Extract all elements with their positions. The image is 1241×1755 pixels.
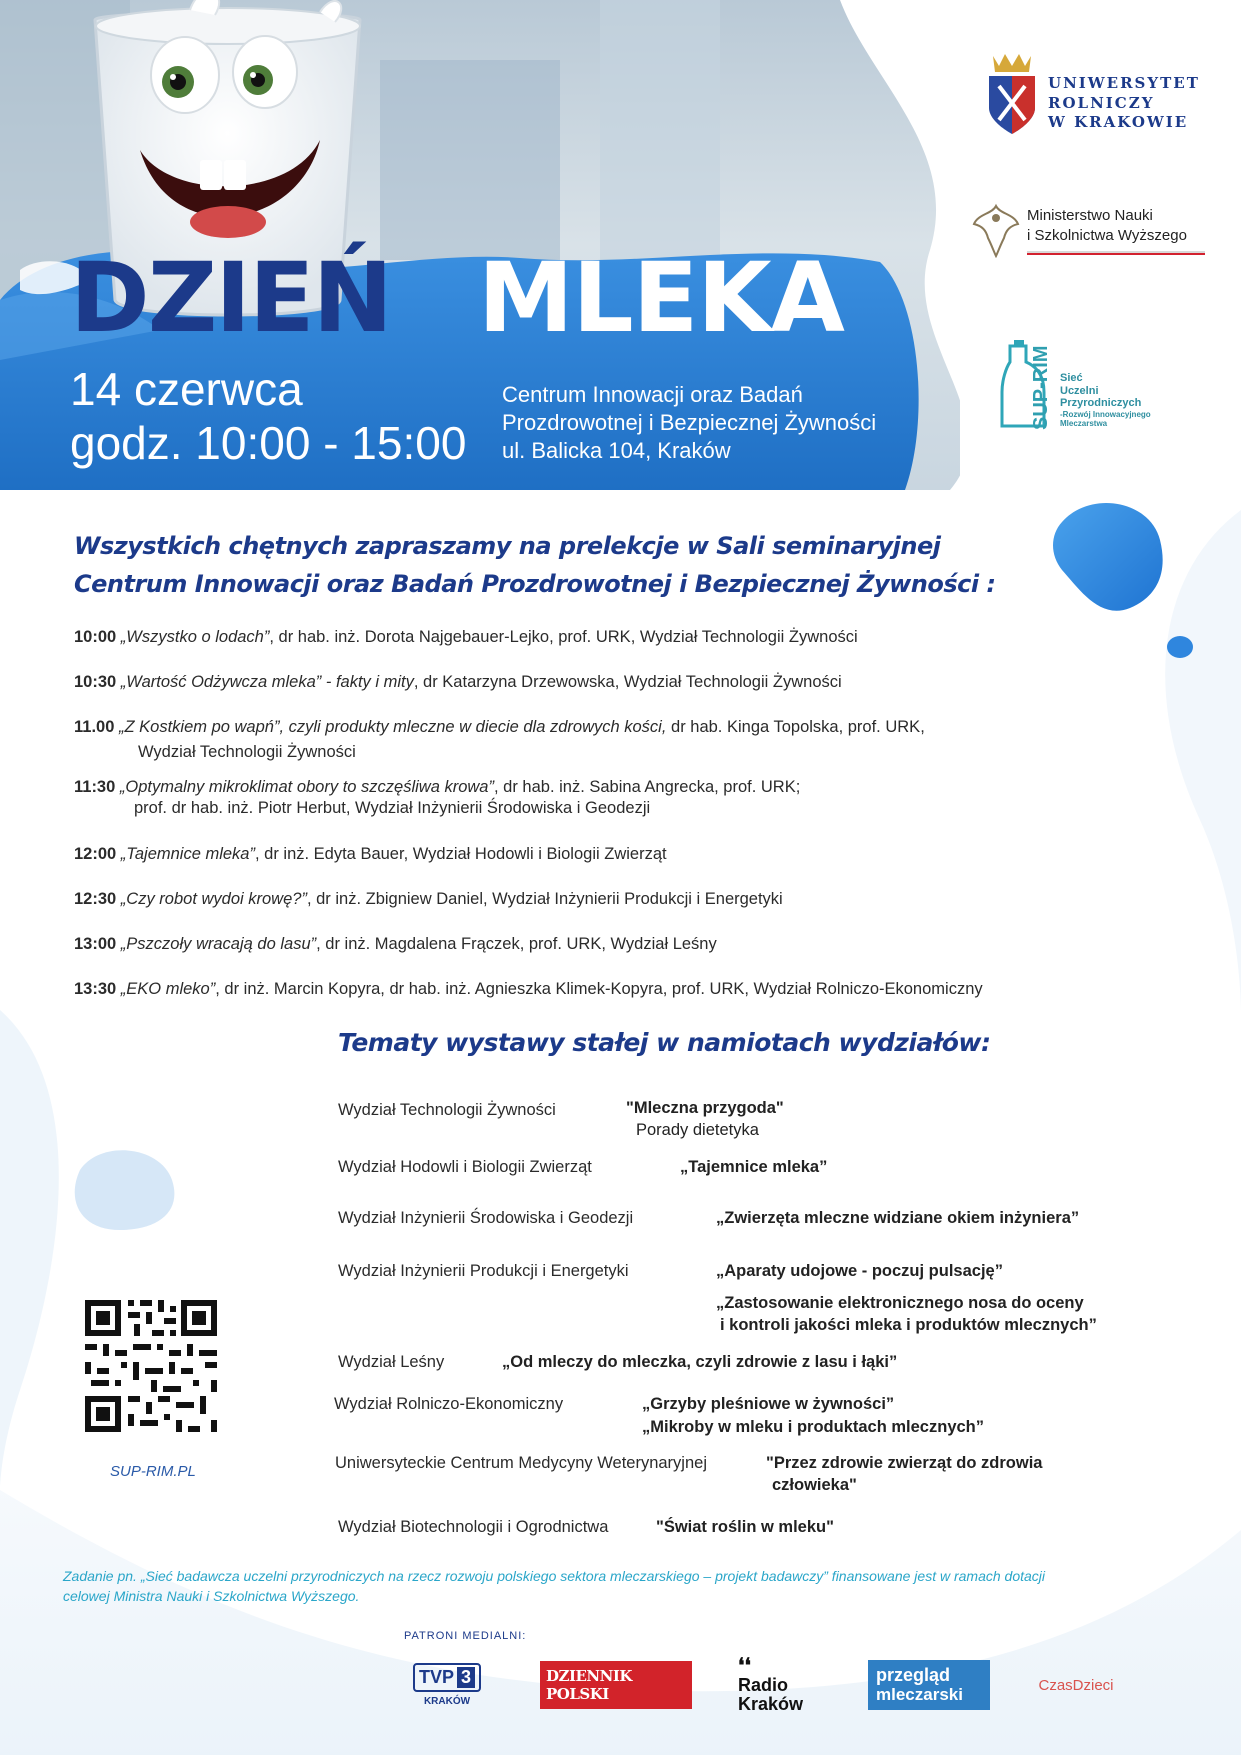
schedule-details: , dr hab. inż. Dorota Najgebauer-Lejko, prof. URK, Wydział Technologii Żywności <box>269 628 858 646</box>
event-time: godz. 10:00 - 15:00 <box>70 417 467 469</box>
radio-krakow-logo <box>738 1655 828 1714</box>
exhibition-topic: „Od mleczy do mleczka, czyli zdrowie z lasu i łąki” <box>502 1353 898 1371</box>
tvp-text: TVP <box>418 1667 454 1687</box>
exhibition-faculty: Wydział Hodowli i Biologii Zwierząt <box>338 1158 592 1176</box>
sup-rim-url[interactable]: SUP-RIM.PL <box>110 1463 196 1480</box>
event-date: 14 czerwca <box>70 363 303 415</box>
schedule-item-8 <box>74 979 983 1000</box>
venue-line-3: ul. Balicka 104, Kraków <box>502 438 731 463</box>
urk-crest-icon <box>985 50 1039 136</box>
schedule-time: 11.00 <box>74 718 115 736</box>
qr-code-icon <box>72 1288 230 1444</box>
mleczarski-text: mleczarski <box>876 1684 963 1704</box>
schedule-item-4 <box>74 777 800 820</box>
venue-line-2: Prozdrowotnej i Bezpiecznej Żywności <box>502 410 877 435</box>
ministry-line-1: Ministerstwo Nauki <box>1027 207 1153 224</box>
radio-city: Kraków <box>738 1694 804 1714</box>
sup-rim-line-5: Mleczarstwa <box>1060 419 1108 429</box>
exhibition-topic: „Zastosowanie elektronicznego nosa do oceny <box>716 1294 1084 1312</box>
intro-line-1: Wszystkich chętnych zapraszamy na prelekcje w Sali seminaryjnej <box>74 532 941 560</box>
hero-banner <box>0 0 1241 490</box>
funding-note <box>63 1566 1193 1607</box>
urk-line-1: UNIWERSYTET <box>1048 74 1200 92</box>
schedule-item-3 <box>74 717 925 764</box>
dziennik-polski-text: DZIENNIK POLSKI <box>540 1661 692 1709</box>
funding-note-line-1: Zadanie pn. „Sieć badawcza uczelni przyrodniczych na rzecz rozwoju polskiego sektora mleczarskiego – projekt badawczy” finansowane jest w ramach dotacji <box>63 1568 1046 1584</box>
schedule-details: , dr inż. Marcin Kopyra, dr hab. inż. Agnieszka Klimek-Kopyra, prof. URK, Wydział Rolniczo-Ekonomiczny <box>215 980 983 998</box>
schedule-details: dr hab. Kinga Topolska, prof. URK, <box>666 718 925 736</box>
tvp3-krakow-logo <box>405 1660 489 1710</box>
exhibition-topic: „Aparaty udojowe - poczuj pulsację” <box>716 1262 1003 1280</box>
sup-rim-line-2: Uczelni <box>1060 384 1099 397</box>
tvp-city: KRAKÓW <box>423 1696 471 1707</box>
sup-rim-line-1: Sieć <box>1060 372 1083 384</box>
schedule-title: „EKO mleko” <box>120 980 216 998</box>
schedule-title: „Wartość Odżywcza mleka” - fakty i mity <box>120 673 414 691</box>
exhibition-faculty: Wydział Biotechnologii i Ogrodnictwa <box>338 1518 609 1536</box>
qr-code[interactable] <box>72 1288 230 1444</box>
radio-text: Radio <box>738 1675 789 1696</box>
schedule-details: , dr inż. Magdalena Frączek, prof. URK, Wydział Leśny <box>316 935 717 953</box>
exhibition-title: Tematy wystawy stałej w namiotach wydziałów: <box>338 1028 991 1057</box>
schedule-time: 12:00 <box>74 845 117 863</box>
schedule-item-2 <box>74 672 842 693</box>
schedule-details: , dr Katarzyna Drzewowska, Wydział Technologii Żywności <box>413 673 842 691</box>
exhibition-topic: "Przez zdrowie zwierząt do zdrowia <box>766 1454 1043 1472</box>
exhibition-topic: „Grzyby pleśniowe w żywności” <box>642 1395 895 1413</box>
exhibition-faculty: Wydział Inżynierii Produkcji i Energetyki <box>338 1262 629 1280</box>
schedule-title: „Z Kostkiem po wapń”, czyli produkty mleczne w diecie dla zdrowych kości, <box>118 718 667 736</box>
schedule-time: 11:30 <box>74 778 116 796</box>
funding-note-line-2: celowej Ministra Nauki i Szkolnictwa Wyższego. <box>63 1588 360 1605</box>
schedule-details: , dr hab. inż. Sabina Angrecka, prof. URK; <box>493 778 801 796</box>
schedule-details: , dr inż. Edyta Bauer, Wydział Hodowli i Biologii Zwierząt <box>254 845 667 863</box>
sup-rim-line-4: -Rozwój Innowacyjnego <box>1060 409 1151 419</box>
exhibition-topic: i kontroli jakości mleka i produktów mlecznych” <box>720 1316 1097 1334</box>
ministry-flag-bar <box>1027 251 1205 255</box>
exhibition-faculty: Wydział Rolniczo-Ekonomiczny <box>334 1395 564 1413</box>
exhibition-topic: „Zwierzęta mleczne widziane okiem inżyniera” <box>716 1209 1080 1227</box>
exhibition-topic: „Mikroby w mleku i produktach mlecznych” <box>642 1418 984 1436</box>
radio-quote-icon: ❛❛ <box>738 1655 751 1678</box>
schedule-title: „Pszczoły wracają do lasu” <box>120 935 317 953</box>
exhibition-faculty: Wydział Inżynierii Środowiska i Geodezji <box>338 1209 634 1227</box>
exhibition-topic: człowieka" <box>772 1476 857 1494</box>
czas-dzieci-logo <box>1028 1660 1124 1710</box>
schedule-time: 10:00 <box>74 628 117 646</box>
schedule-title: „Czy robot wydoi krowę?” <box>120 890 307 908</box>
title-dzien: DZIEŃ <box>70 242 391 354</box>
schedule-continuation: Wydział Technologii Żywności <box>138 743 356 762</box>
urk-line-2: ROLNICZY <box>1048 93 1155 112</box>
venue-line-1: Centrum Innowacji oraz Badań <box>502 382 803 407</box>
eagle-emblem-icon <box>970 200 1022 258</box>
urk-logo-text <box>1048 74 1200 133</box>
schedule-continuation: prof. dr hab. inż. Piotr Herbut, Wydział Inżynierii Środowiska i Geodezji <box>134 799 651 818</box>
schedule-title: „Optymalny mikroklimat obory to szczęśliwa krowa” <box>119 778 494 796</box>
exhibition-topic: "Mleczna przygoda" <box>626 1099 784 1117</box>
sup-rim-logo-text <box>1060 372 1151 428</box>
tvp3-badge <box>413 1663 481 1692</box>
exhibition-faculty: Wydział Leśny <box>338 1353 445 1371</box>
schedule-title: „Tajemnice mleka” <box>120 845 255 863</box>
schedule-title: „Wszystko o lodach” <box>120 628 270 646</box>
schedule-item-5 <box>74 844 667 865</box>
schedule-details: , dr inż. Zbigniew Daniel, Wydział Inżynierii Produkcji i Energetyki <box>306 890 783 908</box>
schedule-item-7 <box>74 934 717 955</box>
schedule-item-6 <box>74 889 783 910</box>
ministry-logo-text <box>1027 206 1205 255</box>
sup-rim-name: SUP-RIM <box>1030 345 1052 430</box>
exhibition-topic: Porady dietetyka <box>636 1121 759 1139</box>
exhibition-topic: „Tajemnice mleka” <box>680 1158 828 1176</box>
schedule-time: 13:00 <box>74 935 117 953</box>
exhibition-faculty: Uniwersyteckie Centrum Medycyny Weterynaryjnej <box>335 1454 707 1472</box>
czas-dzieci-text: CzasDzieci <box>1038 1676 1114 1694</box>
przeglad-mleczarski-logo <box>868 1660 990 1710</box>
sup-rim-line-3: Przyrodniczych <box>1060 397 1142 410</box>
media-patrons-label: PATRONI MEDIALNI: <box>404 1630 527 1642</box>
schedule-item-1 <box>74 627 858 648</box>
intro-line-2: Centrum Innowacji oraz Badań Prozdrowotnej i Bezpiecznej Żywności : <box>74 570 996 598</box>
dziennik-polski-logo <box>540 1660 692 1710</box>
schedule-time: 10:30 <box>74 673 117 691</box>
tvp-number: 3 <box>457 1667 475 1688</box>
ministry-line-2: i Szkolnictwa Wyższego <box>1027 226 1187 244</box>
schedule-time: 13:30 <box>74 980 117 998</box>
title-mleka: MLEKA <box>478 242 844 354</box>
schedule-time: 12:30 <box>74 890 117 908</box>
urk-line-3: W KRAKOWIE <box>1048 113 1189 131</box>
przeglad-text: przegląd <box>876 1664 951 1685</box>
exhibition-faculty: Wydział Technologii Żywności <box>338 1101 556 1119</box>
exhibition-topic: "Świat roślin w mleku" <box>656 1518 834 1536</box>
